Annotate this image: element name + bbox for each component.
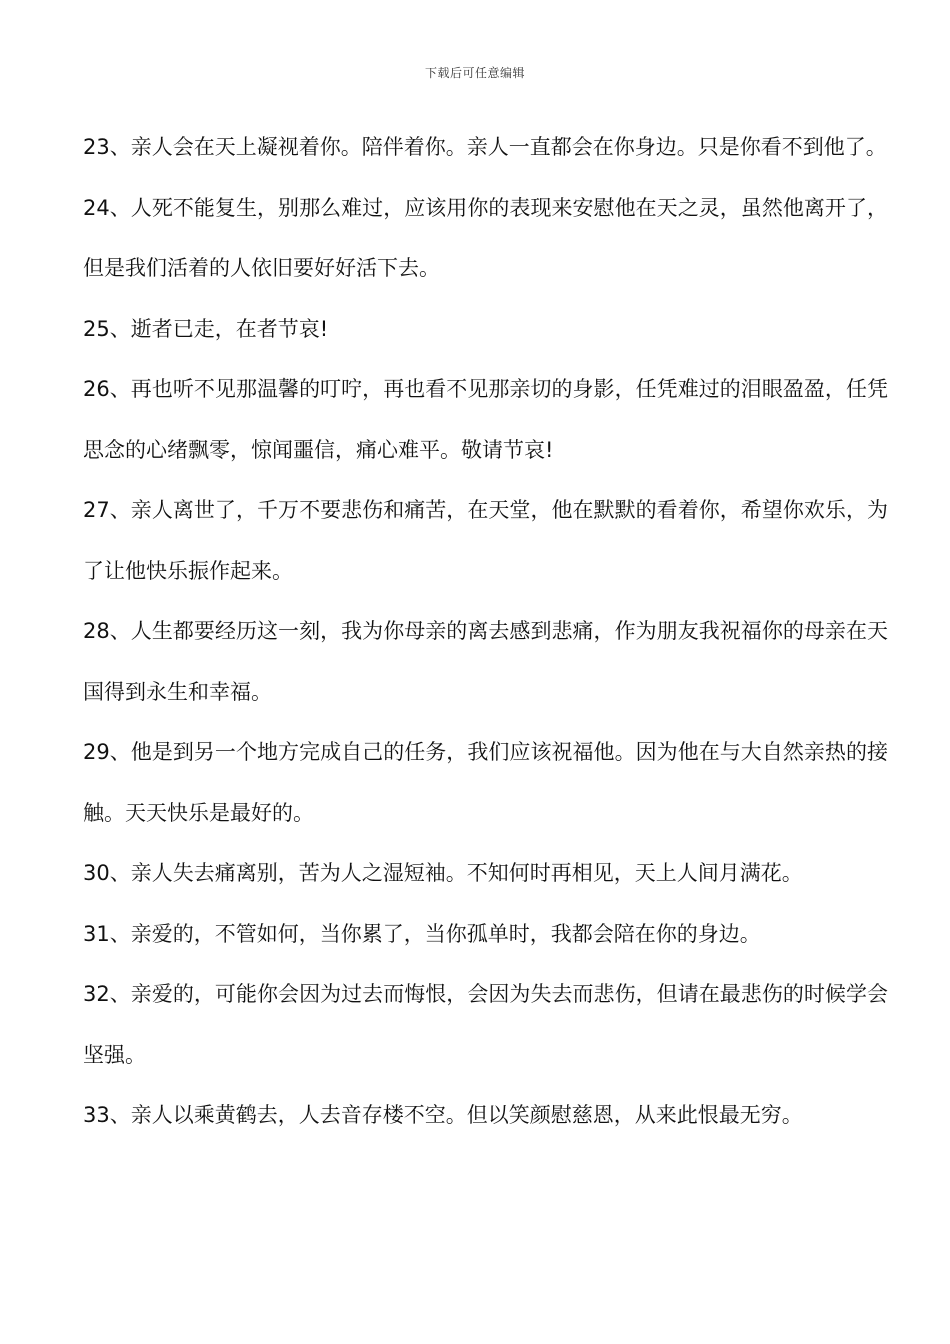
- paragraph-26: 26、再也听不见那温馨的叮咛，再也看不见那亲切的身影，任凭难过的泪眼盈盈，任凭思念的心绪飘零，惊闻噩信，痛心难平。敬请节哀!: [83, 377, 888, 462]
- paragraph-31: 31、亲爱的，不管如何，当你累了，当你孤单时，我都会陪在你的身边。: [83, 921, 761, 946]
- paragraph-23: 23、亲人会在天上凝视着你。陪伴着你。亲人一直都会在你身边。只是你看不到他了。: [83, 135, 887, 159]
- paragraph-30: 30、亲人失去痛离别，苦为人之湿短袖。不知何时再相见，天上人间月满花。: [83, 861, 803, 885]
- page-header: 下载后可任意编辑: [424, 66, 525, 80]
- paragraph-33: 33、亲人以乘黄鹤去，人去音存楼不空。但以笑颜慰慈恩，从来此恨最无穷。: [83, 1103, 803, 1127]
- paragraph-28: 28、人生都要经历这一刻，我为你母亲的离去感到悲痛，作为朋友我祝福你的母亲在天国得到永生和幸福。: [83, 619, 888, 704]
- paragraph-24: 24、人死不能复生，别那么难过，应该用你的表现来安慰他在天之灵，虽然他离开了，但是我们活着的人依旧要好好活下去。: [83, 195, 888, 280]
- paragraph-32: 32、亲爱的，可能你会因为过去而悔恨，会因为失去而悲伤，但请在最悲伤的时候学会坚强。: [83, 982, 888, 1067]
- paragraph-29: 29、他是到另一个地方完成自己的任务，我们应该祝福他。因为他在与大自然亲热的接触。天天快乐是最好的。: [83, 740, 888, 825]
- document-body: [83, 117, 888, 1146]
- paragraph-25: 25、逝者已走，在者节哀!: [83, 316, 329, 341]
- paragraph-27: 27、亲人离世了，千万不要悲伤和痛苦，在天堂，他在默默的看着你，希望你欢乐，为了让他快乐振作起来。: [83, 498, 888, 583]
